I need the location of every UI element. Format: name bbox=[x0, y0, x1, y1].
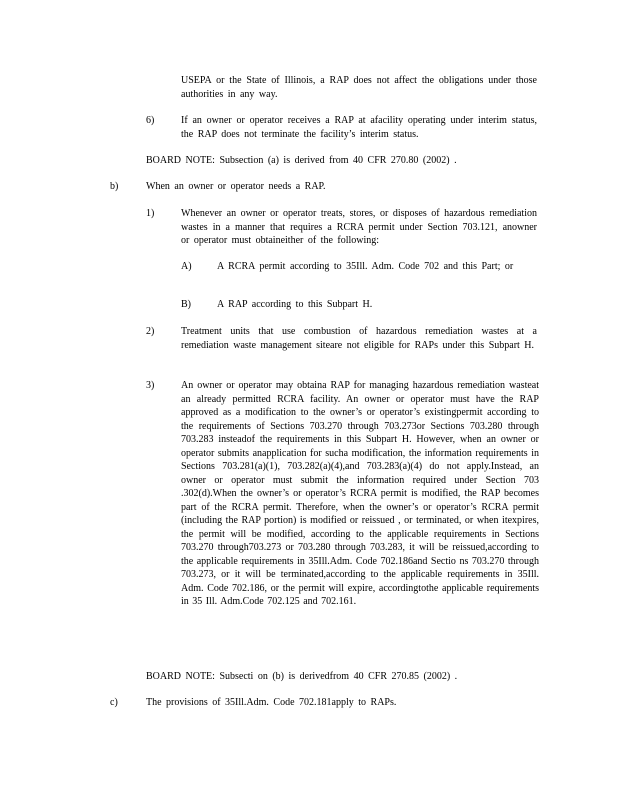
item-b3-text: An owner or operator may obtaina RAP for managing hazardous remediation wasteat an already permitted RCRA facility. An owner or operator must have the RAP approved as a modification to the owner’s or operator’s existingpermit according to the requirements of Sections 703.270 through 703.273or Sections 703.280 through 703.283 insteadof the requirements in this Subpart H. However, when an owner or operator submits anapplication for sucha modification, the information requirements in Sections 703.281(a)(1), 703.282(a)(4),and 703.283(a)(4) do not apply.Instead, an owner or operator must submit the information required under Section 703 .302(d).When the owner’s or operator’s RCRA permit is modified, the RAP becomes part of the RCRA permit. Therefore, when the owner’s or operator’s RCRA permit (including the RAP portion) is modified or reissued , or terminated, or when itexpires, the permit will be modified, according to the applicable requirements in Sections 703.270 through703.273 or 703.280 through 703.283, it will be reissued,according to the applicable requirements in 35Ill.Adm. Code 702.186and Sectio ns 703.270 through 703.273, or it will be terminated,according to the applicable requirements in 35Ill. Adm. Code 702.186, or the permit will expire, accordingtothe applicable requirements in 35 Ill. Adm.Code 702.125 and 702.161. bbox=[181, 380, 539, 607]
section-c-label: c) bbox=[110, 697, 118, 708]
item-b2-label: 2) bbox=[146, 326, 155, 337]
item-b2-text: Treatment units that use combustion of hazardous remediation wastes at a remediation waste management siteare not eligible for RAPs under this Subpart H. bbox=[181, 326, 537, 351]
section-b-label: b) bbox=[110, 181, 119, 192]
item-6-text: If an owner or operator receives a RAP at afacility operating under interim status, the RAP does not terminate the facility’s interim status. bbox=[181, 115, 537, 140]
board-note-b: BOARD NOTE: Subsecti on (b) is derivedfrom 40 CFR 270.85 (2002) . bbox=[146, 671, 458, 682]
item-b1a-label: A) bbox=[181, 261, 192, 272]
item-b1b-text: A RAP according to this Subpart H. bbox=[217, 299, 373, 310]
item-b1a-text: A RCRA permit according to 35Ill. Adm. Code 702 and this Part; or bbox=[217, 261, 514, 272]
item-6-label: 6) bbox=[146, 115, 155, 126]
item-b1-label: 1) bbox=[146, 208, 155, 219]
continuation-paragraph: USEPA or the State of Illinois, a RAP does not affect the obligations under those authorities in any way. bbox=[181, 75, 537, 100]
section-c-text: The provisions of 35Ill.Adm. Code 702.181apply to RAPs. bbox=[146, 697, 397, 708]
item-b1-text: Whenever an owner or operator treats, stores, or disposes of hazardous remediation wastes in a manner that requires a RCRA permit under Section 703.121, anowner or operator must obtaineither of the following: bbox=[181, 208, 537, 246]
board-note-a: BOARD NOTE: Subsection (a) is derived from 40 CFR 270.80 (2002) . bbox=[146, 155, 457, 166]
item-b3-label: 3) bbox=[146, 380, 155, 391]
item-b1b-label: B) bbox=[181, 299, 191, 310]
section-b-heading: When an owner or operator needs a RAP. bbox=[146, 181, 326, 192]
